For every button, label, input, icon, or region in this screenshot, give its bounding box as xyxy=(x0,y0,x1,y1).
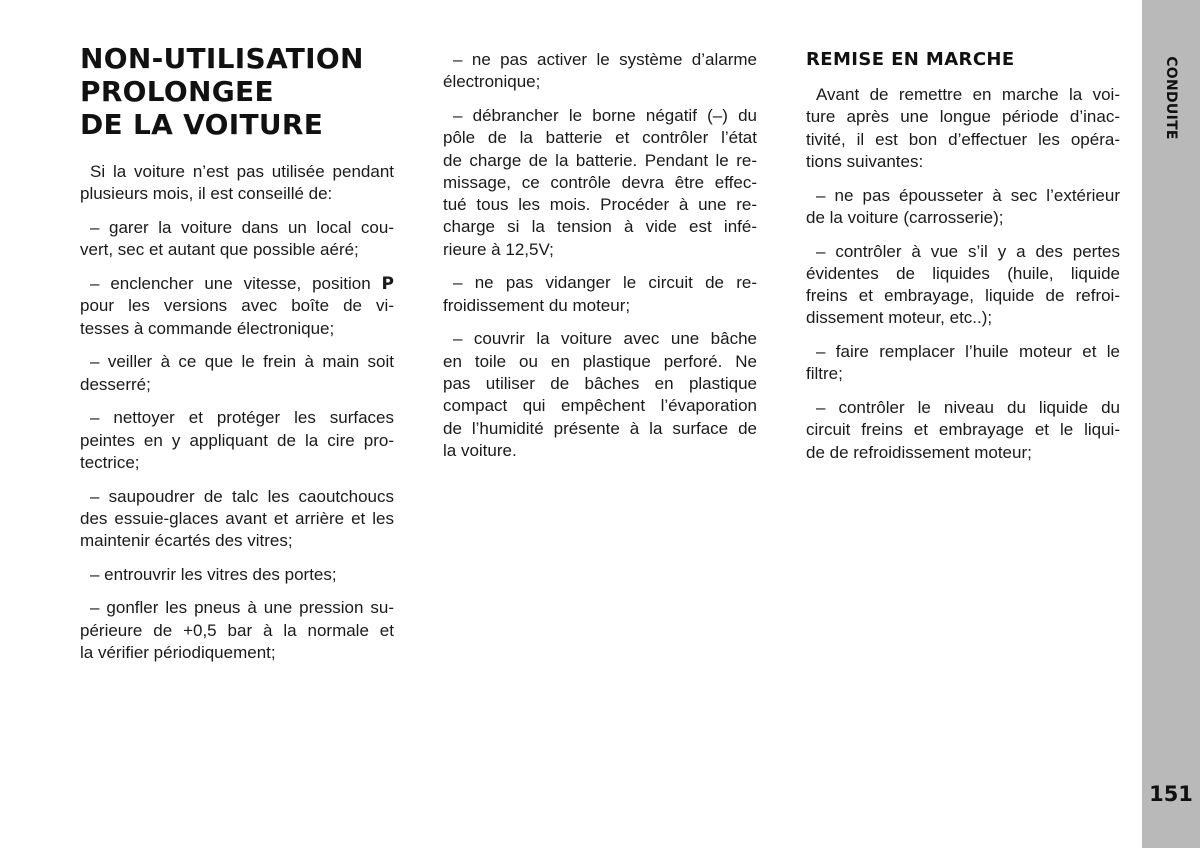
text-line: – contrôler le niveau du liquide du xyxy=(816,398,1120,418)
text-line: pôle de la batterie et contrôler l’état xyxy=(443,128,757,148)
text-line: tesses à commande électronique; xyxy=(80,318,335,338)
paragraph xyxy=(806,241,1120,330)
gear-position-p: P xyxy=(381,273,394,294)
text-line: missage, ce contrôle devra être effec- xyxy=(443,172,757,192)
column-restart xyxy=(806,84,1120,475)
paragraph xyxy=(80,564,394,586)
text-line: – contrôler à vue s’il y a des pertes xyxy=(816,241,1120,261)
text-line: – veiller à ce que le frein à main soit xyxy=(90,352,394,372)
text-line: de l’humidité présente à la surface de xyxy=(443,418,757,438)
paragraph xyxy=(806,84,1120,173)
text-line xyxy=(80,273,394,295)
text-line: – débrancher le borne négatif (–) du xyxy=(453,105,757,125)
paragraph xyxy=(806,185,1120,230)
paragraph xyxy=(443,272,757,317)
paragraph xyxy=(80,486,394,553)
text-line: filtre; xyxy=(806,364,843,384)
text-line: la voiture. xyxy=(443,440,517,460)
paragraph xyxy=(80,273,394,340)
text-line: – garer la voiture dans un local cou- xyxy=(90,217,394,237)
text-line: tué tous les mois. Procéder à une re- xyxy=(443,195,757,215)
text-line: Si la voiture n’est pas utilisée pendant xyxy=(90,162,394,181)
text-line: pas utiliser de bâches en plastique xyxy=(443,374,757,394)
paragraph xyxy=(80,407,394,474)
text-line: – couvrir la voiture avec une bâche xyxy=(453,329,757,349)
text-fragment: – enclencher une vitesse, position xyxy=(90,273,382,293)
page-title xyxy=(80,42,410,141)
paragraph xyxy=(806,341,1120,386)
text-line: ture après une longue période d’inac- xyxy=(806,107,1120,127)
text-line: – ne pas activer le système d’alarme xyxy=(453,50,757,69)
title-line: NON-UTILISATION xyxy=(80,42,364,75)
title-line: DE LA VOITURE xyxy=(80,108,324,141)
paragraph xyxy=(80,161,394,206)
text-line: plusieurs mois, il est conseillé de: xyxy=(80,184,333,204)
text-line: – nettoyer et protéger les surfaces xyxy=(90,408,394,428)
text-line: – saupoudrer de talc les caoutchoucs xyxy=(90,486,394,506)
text-line: tivité, il est bon d’effectuer les opéra- xyxy=(806,129,1120,149)
paragraph xyxy=(80,351,394,396)
text-line: desserré; xyxy=(80,374,151,394)
text-line: électronique; xyxy=(443,72,541,92)
text-line: compact qui empêchent l’évaporation xyxy=(443,396,757,416)
text-line: peintes en y appliquant de la cire pro- xyxy=(80,430,394,450)
text-line: dissement moteur, etc..); xyxy=(806,308,993,328)
paragraph xyxy=(80,597,394,664)
text-line: de charge de la batterie. Pendant le re- xyxy=(443,150,757,170)
text-line: – faire remplacer l’huile moteur et le xyxy=(816,342,1120,362)
text-line: la vérifier périodiquement; xyxy=(80,643,276,663)
text-line: vert, sec et autant que possible aéré; xyxy=(80,240,359,260)
paragraph xyxy=(443,328,757,462)
paragraph xyxy=(80,217,394,262)
text-line: – ne pas épousseter à sec l’extérieur xyxy=(816,185,1120,205)
text-line: freins et embrayage, liquide de refroi- xyxy=(806,286,1120,306)
text-line: tions suivantes: xyxy=(806,151,924,171)
text-line: rieure à 12,5V; xyxy=(443,239,554,259)
text-line: maintenir écartés des vitres; xyxy=(80,531,293,551)
text-line: charge si la tension à vide est infé- xyxy=(443,217,757,237)
text-line: des essuie-glaces avant et arrière et les xyxy=(80,508,394,528)
text-line: de de refroidissement moteur; xyxy=(806,442,1032,462)
text-line: froidissement du moteur; xyxy=(443,295,631,315)
text-line: – ne pas vidanger le circuit de re- xyxy=(453,273,757,293)
paragraph xyxy=(443,105,757,261)
text-line: circuit freins et embrayage et le liqui- xyxy=(806,420,1120,440)
text-line: de la voiture (carrosserie); xyxy=(806,207,1004,227)
column-storage-intro xyxy=(80,161,394,676)
page-number: 151 xyxy=(1149,782,1193,806)
text-line: évidentes de liquides (huile, liquide xyxy=(806,263,1120,283)
text-line: – entrouvrir les vitres des portes; xyxy=(90,564,337,584)
title-line: PROLONGEE xyxy=(80,75,274,108)
paragraph xyxy=(806,397,1120,464)
column-storage-continued xyxy=(443,49,757,474)
text-line: pour les versions avec boîte de vi- xyxy=(80,296,394,316)
text-line: périeure de +0,5 bar à la normale et xyxy=(80,620,394,640)
text-line: – gonfler les pneus à une pression su- xyxy=(90,598,394,618)
text-line: Avant de remettre en marche la voi- xyxy=(816,85,1120,104)
text-line: en toile ou en plastique perforé. Ne xyxy=(443,351,757,371)
section-heading: REMISE EN MARCHE xyxy=(806,49,1015,70)
text-line: tectrice; xyxy=(80,452,140,472)
paragraph xyxy=(443,49,757,94)
chapter-label: CONDUITE xyxy=(1163,56,1179,140)
